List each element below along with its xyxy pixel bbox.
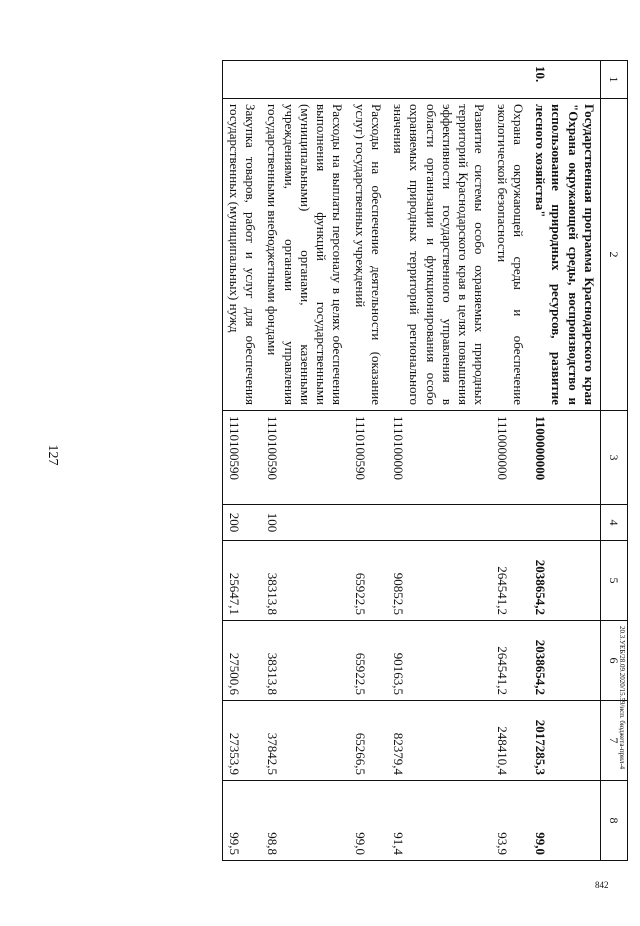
table-cell-col-1 — [261, 61, 348, 99]
table-cell-col-4: 200 — [222, 505, 261, 541]
document-code-note: 20.3.УЕБ/28.09.2020/15.59/исп. бюджета-прил-4 — [618, 626, 626, 770]
budget-table-rotated — [108, 60, 628, 860]
table-cell-col-7: 65266,5 — [349, 701, 388, 781]
table-cell-col-1: 10. — [529, 61, 601, 99]
table-row — [491, 61, 530, 861]
table-cell-col-6: 38313,8 — [261, 621, 348, 701]
budget-table — [222, 60, 628, 861]
table-cell-col-8: 99,0 — [529, 781, 601, 861]
table-cell-col-4 — [349, 505, 388, 541]
table-row — [529, 61, 601, 861]
table-cell-col-3: 1100000000 — [529, 411, 601, 505]
table-cell-col-1 — [222, 61, 261, 99]
header-col-4: 4 — [601, 505, 628, 541]
header-col-3: 3 — [601, 411, 628, 505]
table-cell-col-7: 248410,4 — [491, 701, 530, 781]
table-cell-col-5: 65922,5 — [349, 541, 388, 621]
table-cell-col-8: 98,8 — [261, 781, 348, 861]
table-cell-col-8: 93,9 — [491, 781, 530, 861]
table-cell-col-5: 38313,8 — [261, 541, 348, 621]
table-row — [222, 61, 261, 861]
table-cell-col-5: 90852,5 — [387, 541, 491, 621]
table-cell-col-1 — [387, 61, 491, 99]
table-cell-col-2: Закупка товаров, работ и услуг для обеспечения государственных (муниципальных) нужд — [222, 99, 261, 411]
page-number: 127 — [45, 444, 60, 466]
table-cell-col-5: 2038654,2 — [529, 541, 601, 621]
header-col-8: 8 — [601, 781, 628, 861]
table-body — [222, 61, 600, 861]
table-cell-col-7: 27353,9 — [222, 701, 261, 781]
header-col-5: 5 — [601, 541, 628, 621]
table-cell-col-5: 264541,2 — [491, 541, 530, 621]
table-cell-col-6: 27500,6 — [222, 621, 261, 701]
table-cell-col-8: 91,4 — [387, 781, 491, 861]
table-cell-col-3: 1110100590 — [261, 411, 348, 505]
table-row — [261, 61, 348, 861]
table-cell-col-6: 90163,5 — [387, 621, 491, 701]
table-cell-col-7: 82379,4 — [387, 701, 491, 781]
table-cell-col-6: 2038654,2 — [529, 621, 601, 701]
table-cell-col-2: Развитие системы особо охраняемых природных территорий Краснодарского края в целях повышения эффективности государственного управления в области организации и функционирования особо охраняемых природных территорий регионального значения — [387, 99, 491, 411]
table-cell-col-7: 37842,5 — [261, 701, 348, 781]
table-cell-col-2: Государственная программа Краснодарского края "Охрана окружающей среды, воспроизводство и использование природных ресурсов, развитие лесного хозяйства" — [529, 99, 601, 411]
table-header-row — [601, 61, 628, 861]
table-cell-col-1 — [491, 61, 530, 99]
header-col-1: 1 — [601, 61, 628, 99]
table-cell-col-4 — [491, 505, 530, 541]
table-cell-col-5: 25647,1 — [222, 541, 261, 621]
header-col-7: 7 — [601, 701, 628, 781]
table-row — [387, 61, 491, 861]
table-cell-col-3: 1110000000 — [491, 411, 530, 505]
table-row — [349, 61, 388, 861]
table-cell-col-8: 99,0 — [349, 781, 388, 861]
table-cell-col-1 — [349, 61, 388, 99]
table-cell-col-6: 65922,5 — [349, 621, 388, 701]
table-cell-col-4: 100 — [261, 505, 348, 541]
table-cell-col-2: Охрана окружающей среды и обеспечение экологической безопасности — [491, 99, 530, 411]
table-cell-col-7: 2017285,3 — [529, 701, 601, 781]
table-cell-col-3: 1110100590 — [222, 411, 261, 505]
table-cell-col-2: Расходы на обеспечение деятельности (оказание услуг) государственных учреждений — [349, 99, 388, 411]
header-col-2: 2 — [601, 99, 628, 411]
bottom-code: 842 — [595, 880, 609, 890]
table-cell-col-3: 1110100000 — [387, 411, 491, 505]
table-cell-col-3: 1110100590 — [349, 411, 388, 505]
table-cell-col-4 — [529, 505, 601, 541]
table-cell-col-6: 264541,2 — [491, 621, 530, 701]
table-cell-col-2: Расходы на выплаты персоналу в целях обеспечения выполнения функций государственными (муниципальными) органами, казенными учреждениями, органами управления государственными внебюджетными фондами — [261, 99, 348, 411]
header-col-6: 6 — [601, 621, 628, 701]
table-cell-col-4 — [387, 505, 491, 541]
table-cell-col-8: 99,5 — [222, 781, 261, 861]
